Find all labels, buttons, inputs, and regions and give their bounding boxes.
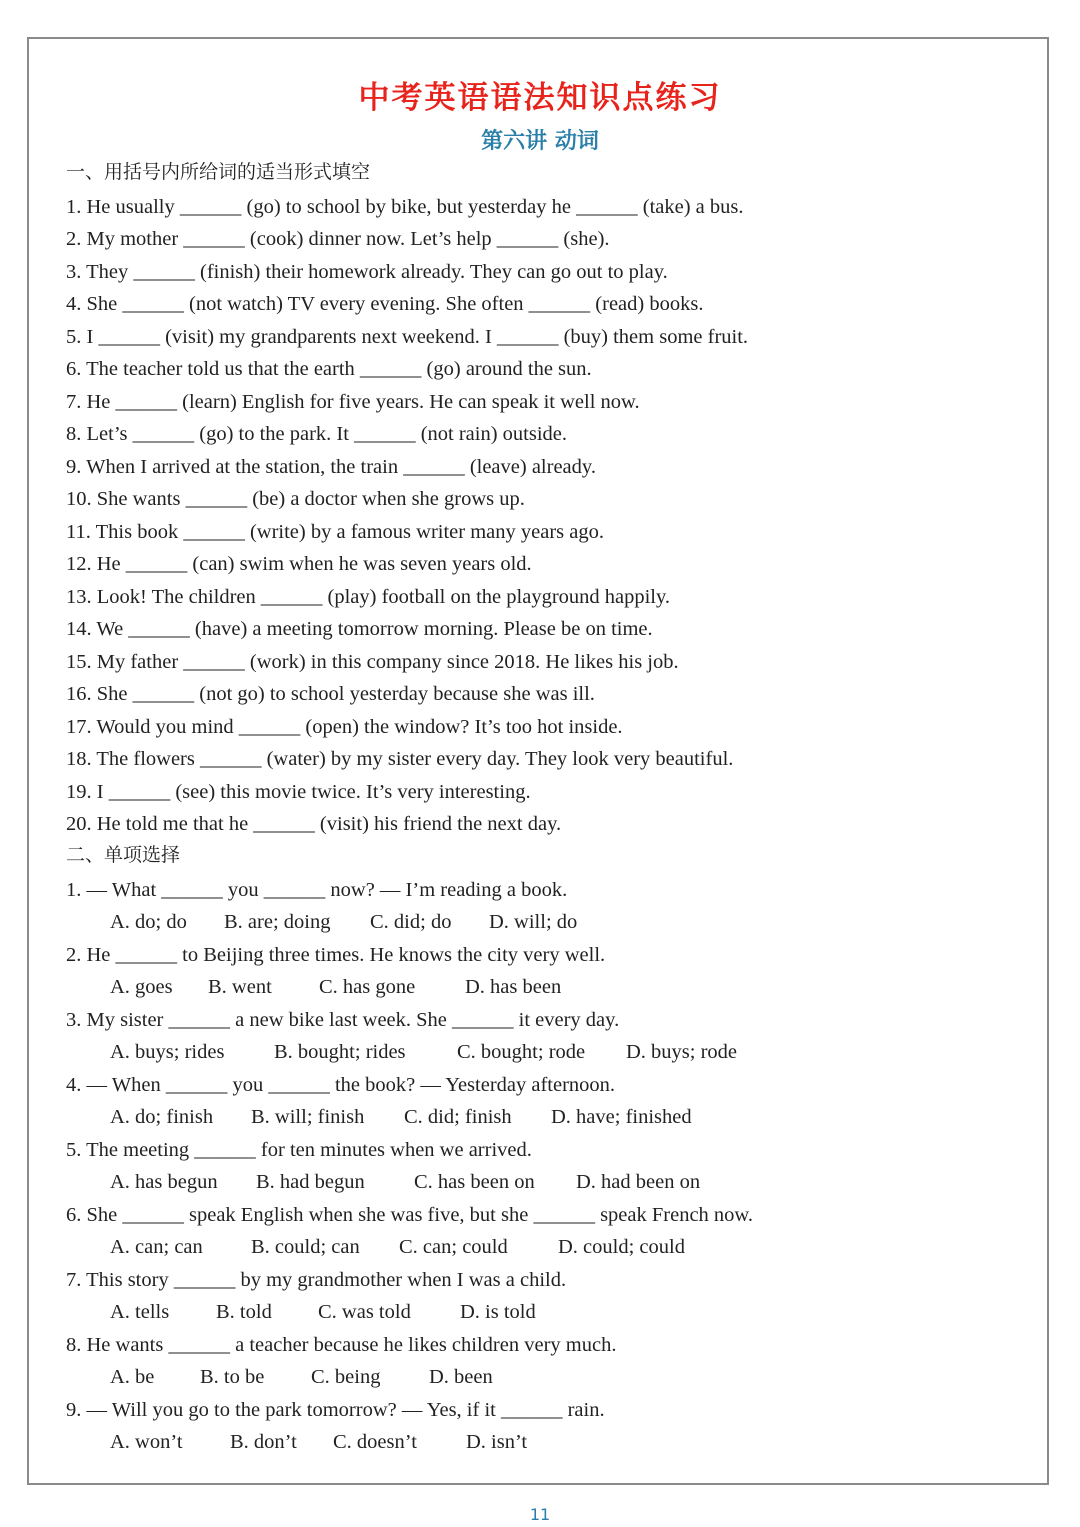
- fill-blank-item: 8. Let’s ______ (go) to the park. It ______ (not rain) outside.: [66, 423, 568, 445]
- page-number: 11: [529, 1505, 551, 1524]
- option-b: B. could; can: [251, 1236, 360, 1258]
- choice-question: 4. — When ______ you ______ the book? — Yesterday afternoon.: [66, 1074, 616, 1096]
- fill-blank-item: 19. I ______ (see) this movie twice. It’s very interesting.: [66, 781, 531, 803]
- fill-blank-item: 16. She ______ (not go) to school yesterday because she was ill.: [66, 683, 595, 705]
- option-a: A. be: [110, 1366, 155, 1388]
- option-c: C. doesn’t: [333, 1431, 417, 1453]
- option-b: B. are; doing: [224, 911, 331, 933]
- fill-blank-item: 10. She wants ______ (be) a doctor when she grows up.: [66, 488, 525, 510]
- option-c: C. has been on: [414, 1171, 535, 1193]
- option-b: B. went: [208, 976, 272, 998]
- option-c: C. has gone: [319, 976, 416, 998]
- choice-options: [110, 912, 577, 933]
- choice-options: [110, 1042, 737, 1063]
- option-b: B. will; finish: [251, 1106, 365, 1128]
- choice-options: [110, 1107, 692, 1128]
- choice-question: 9. — Will you go to the park tomorrow? — Yes, if it ______ rain.: [66, 1399, 605, 1421]
- fill-blank-item: 12. He ______ (can) swim when he was seven years old.: [66, 553, 532, 575]
- fill-blank-item: 20. He told me that he ______ (visit) his friend the next day.: [66, 813, 562, 835]
- fill-blank-item: 14. We ______ (have) a meeting tomorrow morning. Please be on time.: [66, 618, 653, 640]
- choice-question: 5. The meeting ______ for ten minutes when we arrived.: [66, 1139, 532, 1161]
- choice-options: [110, 1302, 536, 1323]
- option-a: A. buys; rides: [110, 1041, 225, 1063]
- option-d: D. could; could: [558, 1236, 685, 1258]
- option-d: D. buys; rode: [626, 1041, 738, 1063]
- fill-blank-item: 7. He ______ (learn) English for five years. He can speak it well now.: [66, 391, 640, 413]
- option-a: A. won’t: [110, 1431, 183, 1453]
- option-b: B. told: [216, 1301, 272, 1323]
- option-b: B. to be: [200, 1366, 265, 1388]
- choice-question: 7. This story ______ by my grandmother when I was a child.: [66, 1269, 567, 1291]
- choice-question: 6. She ______ speak English when she was five, but she ______ speak French now.: [66, 1204, 754, 1226]
- fill-blank-item: 6. The teacher told us that the earth ______ (go) around the sun.: [66, 358, 592, 380]
- fill-blank-item: 3. They ______ (finish) their homework already. They can go out to play.: [66, 261, 668, 283]
- option-a: A. do; do: [110, 911, 187, 933]
- option-d: D. been: [429, 1366, 493, 1388]
- option-c: C. bought; rode: [457, 1041, 586, 1063]
- option-c: C. did; finish: [404, 1106, 512, 1128]
- option-a: A. can; can: [110, 1236, 203, 1258]
- fill-blank-item: 4. She ______ (not watch) TV every evening. She often ______ (read) books.: [66, 293, 704, 315]
- fill-blank-item: 17. Would you mind ______ (open) the window? It’s too hot inside.: [66, 716, 623, 738]
- option-d: D. have; finished: [551, 1106, 692, 1128]
- option-d: D. has been: [465, 976, 562, 998]
- choice-question: 2. He ______ to Beijing three times. He knows the city very well.: [66, 944, 606, 966]
- fill-blank-item: 11. This book ______ (write) by a famous writer many years ago.: [66, 521, 605, 543]
- fill-blank-item: 1. He usually ______ (go) to school by bike, but yesterday he ______ (take) a bus.: [66, 196, 744, 218]
- option-c: C. can; could: [399, 1236, 508, 1258]
- choice-question: 8. He wants ______ a teacher because he likes children very much.: [66, 1334, 617, 1356]
- lecture-subtitle: 第六讲 动词: [481, 129, 599, 154]
- fill-blank-item: 15. My father ______ (work) in this company since 2018. He likes his job.: [66, 651, 679, 673]
- choice-question: 1. — What ______ you ______ now? — I’m reading a book.: [66, 879, 568, 901]
- fill-blank-item: 5. I ______ (visit) my grandparents next weekend. I ______ (buy) them some fruit.: [66, 326, 749, 348]
- option-b: B. had begun: [256, 1171, 365, 1193]
- fill-blank-item: 18. The flowers ______ (water) by my sister every day. They look very beautiful.: [66, 748, 734, 770]
- option-c: C. was told: [318, 1301, 411, 1323]
- fill-blank-item: 13. Look! The children ______ (play) football on the playground happily.: [66, 586, 671, 608]
- choice-options: [110, 1172, 700, 1193]
- section2-heading: 二、单项选择: [66, 844, 181, 866]
- option-d: D. isn’t: [466, 1431, 528, 1453]
- page-title: 中考英语语法知识点练习: [358, 80, 722, 116]
- option-a: A. tells: [110, 1301, 170, 1323]
- option-d: D. had been on: [576, 1171, 701, 1193]
- option-b: B. don’t: [230, 1431, 297, 1453]
- choice-question: 3. My sister ______ a new bike last week. She ______ it every day.: [66, 1009, 620, 1031]
- option-d: D. is told: [460, 1301, 536, 1323]
- fill-blank-item: 2. My mother ______ (cook) dinner now. Let’s help ______ (she).: [66, 228, 610, 250]
- option-a: A. do; finish: [110, 1106, 214, 1128]
- option-c: C. being: [311, 1366, 381, 1388]
- option-a: A. goes: [110, 976, 173, 998]
- choice-options: [110, 1432, 527, 1453]
- option-d: D. will; do: [489, 911, 578, 933]
- fill-blank-item: 9. When I arrived at the station, the train ______ (leave) already.: [66, 456, 596, 478]
- choice-options: [110, 1237, 685, 1258]
- section1-heading: 一、用括号内所给词的适当形式填空: [66, 161, 371, 183]
- choice-options: [110, 977, 561, 998]
- choice-options: [110, 1367, 493, 1388]
- option-c: C. did; do: [370, 911, 452, 933]
- option-b: B. bought; rides: [274, 1041, 406, 1063]
- option-a: A. has begun: [110, 1171, 218, 1193]
